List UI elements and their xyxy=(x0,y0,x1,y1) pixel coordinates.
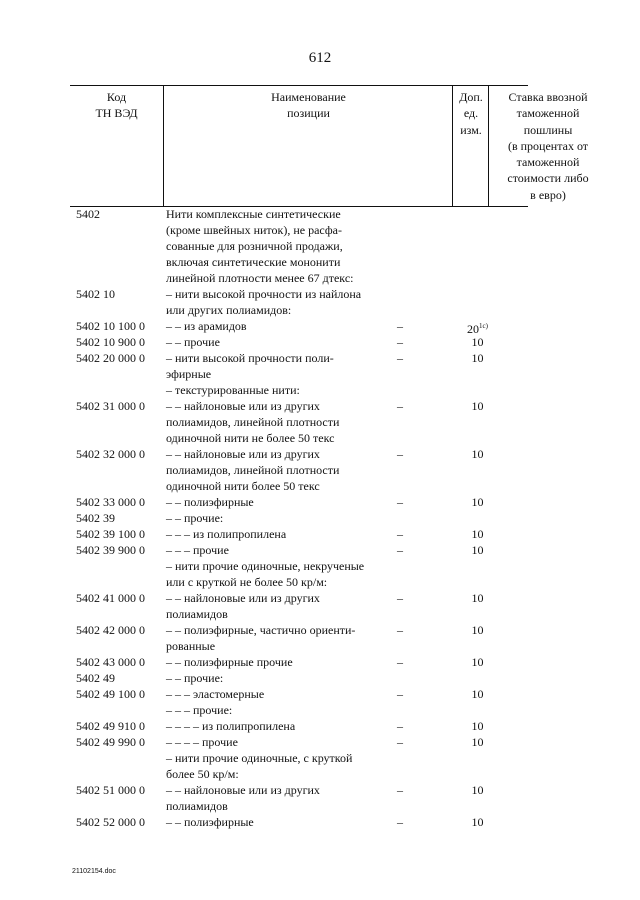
table-row xyxy=(0,750,640,782)
duty-rate xyxy=(455,494,500,510)
additional-unit: – xyxy=(397,815,403,829)
position-name xyxy=(166,334,386,350)
duty-rate-value: 10 xyxy=(471,495,484,509)
position-name xyxy=(166,702,386,718)
position-name-line: (кроме швейных ниток), не расфа- xyxy=(166,223,342,237)
position-name xyxy=(166,542,386,558)
table-row xyxy=(0,286,640,318)
header-line: изм. xyxy=(460,122,482,137)
position-name xyxy=(166,670,386,686)
duty-rate-value: 10 xyxy=(471,543,484,557)
additional-unit: – xyxy=(397,447,403,461)
position-name-line: – – найлоновые или из других xyxy=(166,591,320,605)
position-name-line: сованные для розничной продажи, xyxy=(166,239,343,253)
position-name-line: – – найлоновые или из других xyxy=(166,447,320,461)
table-row xyxy=(0,734,640,750)
duty-rate xyxy=(455,686,500,702)
position-name xyxy=(166,382,386,398)
duty-rate xyxy=(455,734,500,750)
additional-unit: – xyxy=(397,719,403,733)
duty-rate-value: 20 xyxy=(467,322,480,336)
header-line: таможенной xyxy=(516,155,580,170)
position-name-line: или с круткой не более 50 кр/м: xyxy=(166,575,328,589)
position-name-line: – – прочие: xyxy=(166,671,224,685)
table-row xyxy=(0,334,640,350)
position-name-line: – – – прочие: xyxy=(166,703,233,717)
duty-rate xyxy=(455,782,500,798)
table-row xyxy=(0,686,640,702)
tnved-code: 5402 49 990 0 xyxy=(76,735,145,749)
tnved-code: 5402 39 100 0 xyxy=(76,527,145,541)
table-header xyxy=(70,85,589,207)
position-name xyxy=(166,350,386,382)
table-row xyxy=(0,654,640,670)
tnved-code: 5402 42 000 0 xyxy=(76,623,145,637)
additional-unit: – xyxy=(397,591,403,605)
position-name-line: одиночной нити более 50 текс xyxy=(166,479,320,493)
position-name-line: полиамидов, линейной плотности xyxy=(166,415,340,429)
duty-rate xyxy=(455,398,500,414)
duty-rate-value: 10 xyxy=(471,335,484,349)
table-row xyxy=(0,350,640,382)
position-name-line: – – – прочие xyxy=(166,543,229,557)
position-name-line: – – – из полипропилена xyxy=(166,527,287,541)
position-name xyxy=(166,734,386,750)
position-name-line: – – полиэфирные xyxy=(166,495,254,509)
position-name-line: – – – – из полипропилена xyxy=(166,719,296,733)
header-line: Ставка ввозной xyxy=(508,90,588,104)
additional-unit: – xyxy=(397,399,403,413)
duty-rate xyxy=(455,654,500,670)
header-line: таможенной xyxy=(516,106,580,121)
table-row xyxy=(0,702,640,718)
tnved-code: 5402 51 000 0 xyxy=(76,783,145,797)
position-name xyxy=(166,654,386,670)
additional-unit: – xyxy=(397,319,403,333)
position-name-line: – – полиэфирные xyxy=(166,815,254,829)
tnved-code: 5402 41 000 0 xyxy=(76,591,145,605)
duty-rate xyxy=(455,446,500,462)
header-line: Доп. xyxy=(459,90,483,104)
tnved-code: 5402 49 910 0 xyxy=(76,719,145,733)
additional-unit: – xyxy=(397,335,403,349)
table-row xyxy=(0,670,640,686)
table-row xyxy=(0,398,640,446)
duty-rate-value: 10 xyxy=(471,655,484,669)
duty-rate xyxy=(455,622,500,638)
duty-rate-footnote: 1с) xyxy=(479,322,488,330)
tnved-code: 5402 33 000 0 xyxy=(76,495,145,509)
position-name xyxy=(166,750,386,782)
position-name-line: линейной плотности менее 67 дтекс: xyxy=(166,271,354,285)
duty-rate-value: 10 xyxy=(471,719,484,733)
additional-unit: – xyxy=(397,687,403,701)
header-rate-column xyxy=(488,86,589,206)
header-line: стоимости либо xyxy=(507,171,589,186)
position-name-line: – – полиэфирные прочие xyxy=(166,655,293,669)
position-name-line: – – найлоновые или из других xyxy=(166,399,320,413)
position-name xyxy=(166,398,386,446)
position-name xyxy=(166,814,386,830)
tariff-table-body xyxy=(0,206,640,830)
page-number: 612 xyxy=(308,50,332,66)
table-row xyxy=(0,718,640,734)
position-name-line: – нити высокой прочности поли- xyxy=(166,351,334,365)
tnved-code: 5402 39 xyxy=(76,511,115,525)
position-name xyxy=(166,206,386,286)
position-name-line: – нити прочие одиночные, некрученые xyxy=(166,559,365,573)
duty-rate xyxy=(455,590,500,606)
tnved-code: 5402 32 000 0 xyxy=(76,447,145,461)
table-row xyxy=(0,510,640,526)
position-name xyxy=(166,526,386,542)
duty-rate xyxy=(455,334,500,350)
table-row xyxy=(0,494,640,510)
tnved-code: 5402 49 100 0 xyxy=(76,687,145,701)
duty-rate-value: 10 xyxy=(471,815,484,829)
additional-unit: – xyxy=(397,351,403,365)
additional-unit: – xyxy=(397,543,403,557)
footer-filename: 21102154.doc xyxy=(72,868,116,875)
header-code-column xyxy=(70,86,163,206)
duty-rate-value: 10 xyxy=(471,623,484,637)
table-row xyxy=(0,814,640,830)
duty-rate-value: 10 xyxy=(471,527,484,541)
position-name-line: – нити высокой прочности из найлона xyxy=(166,287,362,301)
additional-unit: – xyxy=(397,527,403,541)
position-name xyxy=(166,686,386,702)
duty-rate-value: 10 xyxy=(471,351,484,365)
additional-unit: – xyxy=(397,495,403,509)
duty-rate-value: 10 xyxy=(471,447,484,461)
table-row xyxy=(0,526,640,542)
duty-rate xyxy=(455,542,500,558)
position-name xyxy=(166,782,386,814)
position-name-line: полиамидов xyxy=(166,799,228,813)
position-name xyxy=(166,718,386,734)
duty-rate xyxy=(455,526,500,542)
duty-rate-value: 10 xyxy=(471,687,484,701)
position-name-line: рованные xyxy=(166,639,216,653)
position-name xyxy=(166,558,386,590)
additional-unit: – xyxy=(397,735,403,749)
position-name-line: полиамидов xyxy=(166,607,228,621)
tnved-code: 5402 49 xyxy=(76,671,115,685)
table-row xyxy=(0,782,640,814)
position-name-line: – – прочие xyxy=(166,335,220,349)
additional-unit: – xyxy=(397,623,403,637)
position-name xyxy=(166,622,386,654)
position-name-line: одиночной нити не более 50 текс xyxy=(166,431,335,445)
position-name-line: – текстурированные нити: xyxy=(166,383,300,397)
additional-unit: – xyxy=(397,655,403,669)
position-name xyxy=(166,318,386,334)
duty-rate-value: 10 xyxy=(471,783,484,797)
position-name xyxy=(166,590,386,622)
header-line: позиции xyxy=(287,106,330,121)
header-line: в евро) xyxy=(530,187,566,202)
additional-unit: – xyxy=(397,783,403,797)
position-name-line: более 50 кр/м: xyxy=(166,767,239,781)
position-name xyxy=(166,446,386,494)
duty-rate xyxy=(455,718,500,734)
tnved-code: 5402 20 000 0 xyxy=(76,351,145,365)
table-row xyxy=(0,446,640,494)
position-name-line: эфирные xyxy=(166,367,212,381)
position-name-line: полиамидов, линейной плотности xyxy=(166,463,340,477)
position-name xyxy=(166,510,386,526)
position-name xyxy=(166,286,386,318)
header-unit-column xyxy=(452,86,489,206)
position-name-line: – – – эластомерные xyxy=(166,687,265,701)
duty-rate-value: 10 xyxy=(471,399,484,413)
tnved-code: 5402 39 900 0 xyxy=(76,543,145,557)
tnved-code: 5402 31 000 0 xyxy=(76,399,145,413)
table-row xyxy=(0,622,640,654)
tnved-code: 5402 43 000 0 xyxy=(76,655,145,669)
position-name-line: – – найлоновые или из других xyxy=(166,783,320,797)
tnved-code: 5402 10 900 0 xyxy=(76,335,145,349)
duty-rate xyxy=(455,350,500,366)
position-name xyxy=(166,494,386,510)
position-name-line: Нити комплексные синтетические xyxy=(166,207,341,221)
position-name-line: – – прочие: xyxy=(166,511,224,525)
tnved-code: 5402 52 000 0 xyxy=(76,815,145,829)
duty-rate-value: 10 xyxy=(471,591,484,605)
position-name-line: – – – – прочие xyxy=(166,735,238,749)
tnved-code: 5402 xyxy=(76,207,100,221)
header-name-column xyxy=(163,86,453,206)
duty-rate-value: 10 xyxy=(471,735,484,749)
table-row xyxy=(0,206,640,286)
table-row xyxy=(0,318,640,334)
table-row xyxy=(0,590,640,622)
header-line: ед. xyxy=(463,106,479,121)
header-line: ТН ВЭД xyxy=(95,106,138,121)
duty-rate xyxy=(455,814,500,830)
position-name-line: – – полиэфирные, частично ориенти- xyxy=(166,623,356,637)
position-name-line: включая синтетические мононити xyxy=(166,255,341,269)
tnved-code: 5402 10 100 0 xyxy=(76,319,145,333)
position-name-line: или других полиамидов: xyxy=(166,303,292,317)
table-row xyxy=(0,542,640,558)
header-line: (в процентах от xyxy=(507,138,589,153)
position-name-line: – нити прочие одиночные, с круткой xyxy=(166,751,353,765)
table-row xyxy=(0,558,640,590)
header-line: Код xyxy=(106,90,127,104)
header-line: Наименование xyxy=(271,90,346,104)
tnved-code: 5402 10 xyxy=(76,287,115,301)
header-line: пошлины xyxy=(523,122,573,137)
table-row xyxy=(0,382,640,398)
position-name-line: – – из арамидов xyxy=(166,319,247,333)
